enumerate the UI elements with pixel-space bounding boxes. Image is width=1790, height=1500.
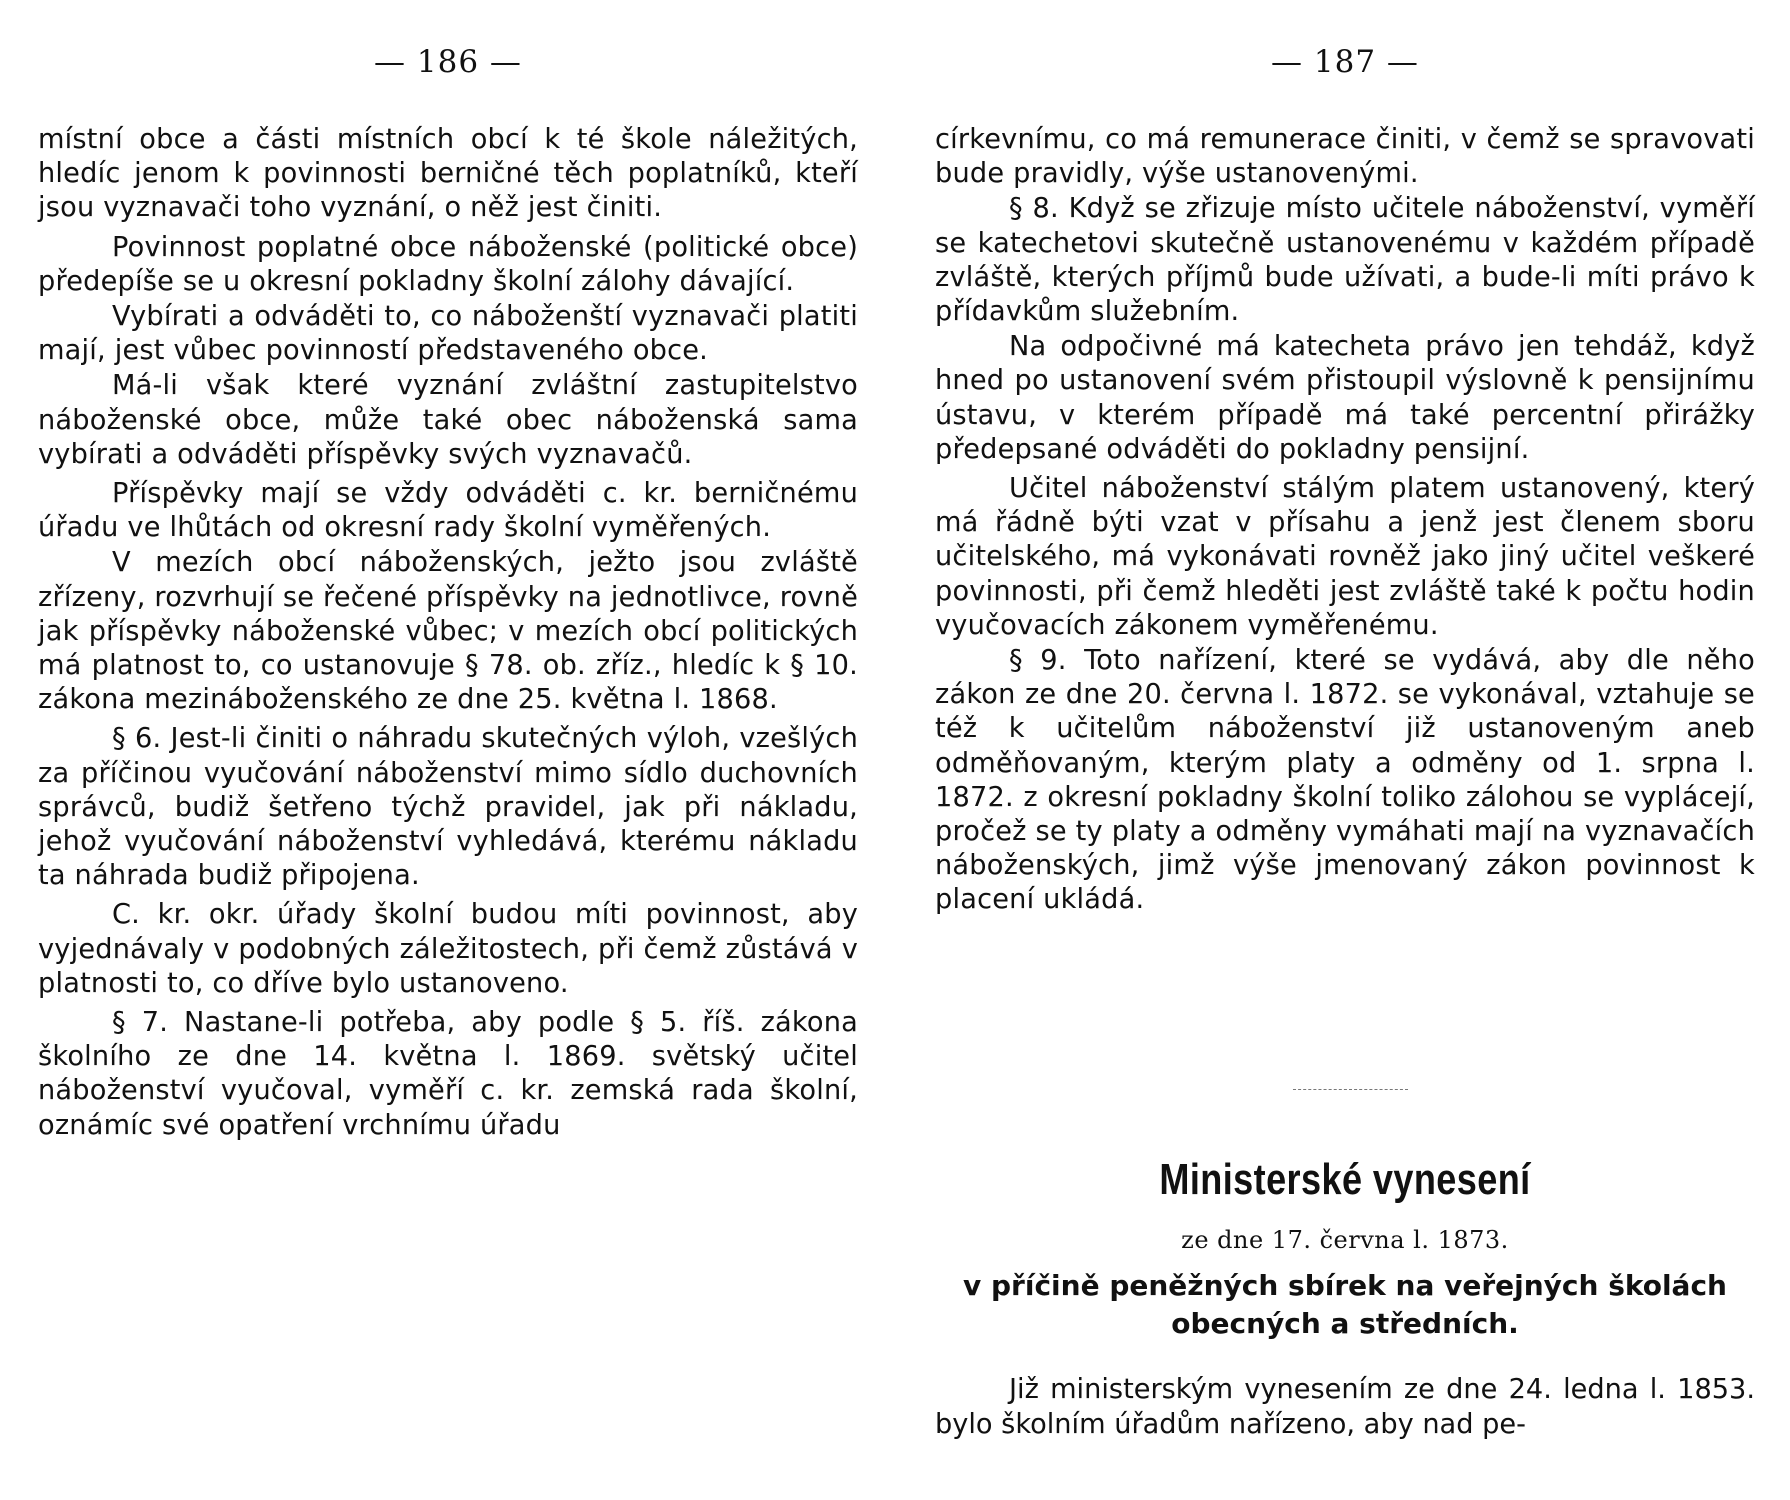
section-heading: Ministerské vynesení (1159, 1155, 1531, 1204)
paragraph: § 6. Jest-li činiti o náhradu skutečných výloh, vzešlých za příčinou vyučování náboženství mimo sídlo duchovních správců, budiž šetřeno týchž pravidel, jak při nákladu, jehož vyučování náboženství vyhledává, kterému nákladu ta náhrada budiž připojena. (38, 723, 858, 892)
decree-body (935, 1372, 1755, 1442)
subject-line: obecných a středních. (1171, 1307, 1519, 1340)
paragraph: Vybírati a odváděti to, co náboženští vyznavači platiti mají, jest vůbec povinností představeného obce. (38, 301, 858, 367)
paragraph: Příspěvky mají se vždy odváděti c. kr. berničnému úřadu ve lhůtách od okresní rady školní vyměřených. (38, 478, 858, 544)
page-number: — 186 — (374, 44, 522, 80)
subject-line: v příčině peněžných sbírek na veřejných školách (963, 1269, 1727, 1302)
paragraph: § 7. Nastane-li potřeba, aby podle § 5. říš. zákona školního ze dne 14. května l. 1869. světský učitel náboženství vyučoval, vyměří c. kr. zemská rada školní, oznámíc své opatření vrchnímu úřadu (38, 1007, 858, 1141)
right-page (935, 0, 1755, 1500)
paragraph: církevnímu, co má remunerace činiti, v čemž se spravovati bude pravidly, výše ustanovenými. (935, 124, 1755, 190)
page-body (38, 123, 858, 1144)
paragraph: Již ministerským vynesením ze dne 24. ledna l. 1853. bylo školním úřadům nařízeno, aby nad pe- (935, 1374, 1755, 1440)
decree-subject (935, 1267, 1755, 1343)
decree-date: ze dne 17. června l. 1873. (1181, 1226, 1509, 1254)
page-body (935, 123, 1755, 919)
paragraph: Učitel náboženství stálým platem ustanovený, který má řádně býti vzat v přísahu a jenž jest členem sboru učitelského, má vykonávati rovněž jako jiný učitel veškeré povinnosti, při čemž hleděti jest zvláště také k počtu hodin vyučovacích zákonem vyměřenému. (935, 473, 1755, 641)
paragraph: místní obce a části místních obcí k té škole náležitých, hledíc jenom k povinnosti berničné těch poplatníků, kteří jsou vyznavači toho vyznání, o něž jest činiti. (38, 124, 858, 224)
paragraph: § 9. Toto nařízení, které se vydává, aby dle něho zákon ze dne 20. června l. 1872. se vykonával, vztahuje se též k učitelům náboženství již ustanoveným aneb odměňovaným, kterým platy a odměny od 1. srpna l. 1872. z okresní pokladny školní toliko zálohou se vyplácejí, pročež se ty platy a odměny vymáhati mají na vyznavačích náboženských, jimž výše jmenovaný zákon povinnost k placení ukládá. (935, 645, 1755, 916)
page-number: — 187 — (1271, 44, 1419, 80)
paragraph: C. kr. okr. úřady školní budou míti povinnost, aby vyjednávaly v podobných záležitostech, při čemž zůstává v platnosti to, co dříve bylo ustanoveno. (38, 899, 858, 999)
paragraph: Na odpočivné má katecheta právo jen tehdáž, když hned po ustanovení svém přistoupil výslovně k pensijnímu ústavu, v kterém případě má také percentní přirážky předepsané odváděti do pokladny pensijní. (935, 331, 1755, 465)
paragraph: Povinnost poplatné obce náboženské (politické obce) předepíše se u okresní pokladny školní zálohy dávající. (38, 231, 858, 297)
left-page (38, 0, 858, 1500)
paragraph: Má-li však které vyznání zvláštní zastupitelstvo náboženské obce, může také obec náboženská sama vybírati a odváděti příspěvky svých vyznavačů. (38, 370, 858, 470)
paragraph: V mezích obcí náboženských, ježto jsou zvláště zřízeny, rozvrhují se řečené příspěvky na jednotlivce, rovně jak příspěvky náboženské vůbec; v mezích obcí politických má platnost to, co ustanovuje § 78. ob. zříz., hledíc k § 10. zákona mezináboženského ze dne 25. května l. 1868. (38, 547, 858, 716)
section-divider (1293, 1089, 1408, 1090)
paragraph: § 8. Když se zřizuje místo učitele náboženství, vyměří se katechetovi skutečně ustanovenému v každém případě zvláště, kterých příjmů bude užívati, a bude-li míti právo k přídavkům služebním. (935, 193, 1755, 328)
